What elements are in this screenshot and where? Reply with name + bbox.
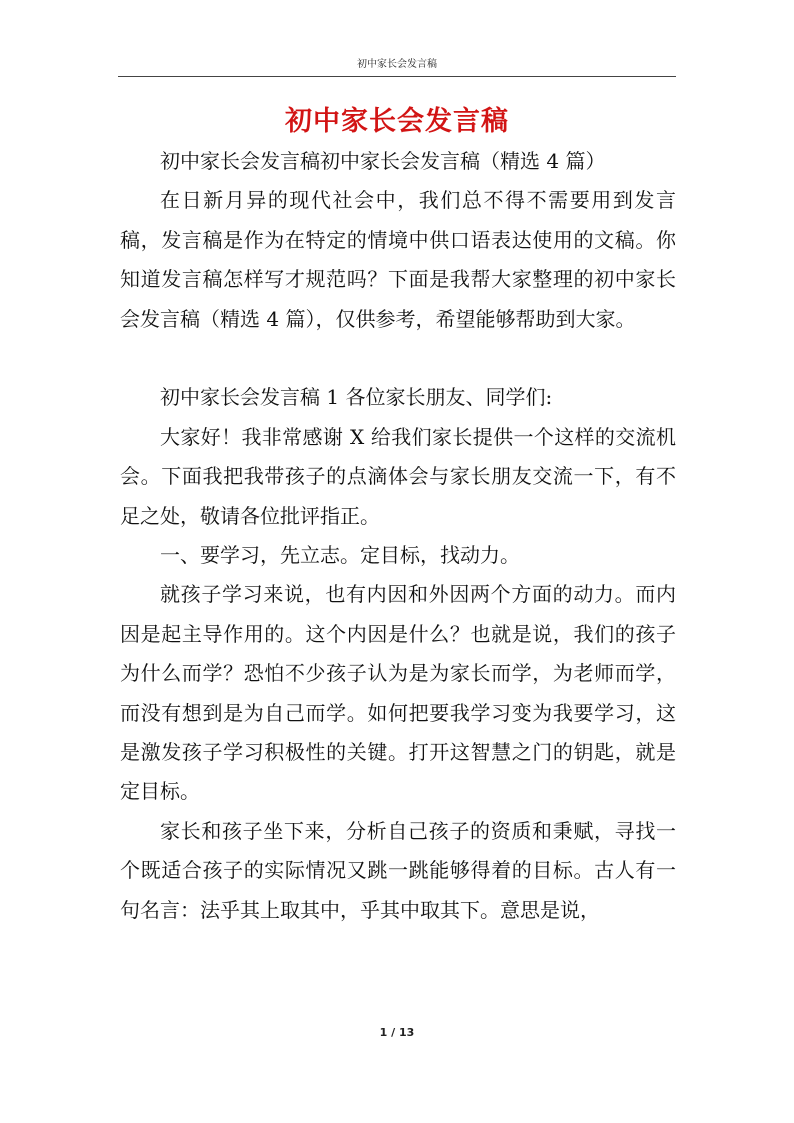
page-number: 1 / 13 [379, 1026, 415, 1039]
paragraph-section-heading: 初中家长会发言稿 1 各位家长朋友、同学们: [160, 385, 553, 410]
paragraph-motivation: 就孩子学习来说，也有内因和外因两个方面的动力。而内因是起主导作用的。这个内因是什么？也就是说，我们的孩子为什么而学？恐怕不少孩子认为是为家长而学，为老师而学，而没有想到是为自己而学。如何把要我学习变为我要学习，这是激发孩子学习积极性的关键。打开这智慧之门的钥匙，就是定目标。 [120, 582, 676, 804]
document-title: 初中家长会发言稿 [285, 106, 509, 137]
paragraph-subtitle: 初中家长会发言稿初中家长会发言稿（精选 4 篇） [160, 149, 606, 173]
paragraph-spacer [120, 339, 676, 378]
document-body [120, 142, 676, 930]
paragraph-greeting: 大家好！我非常感谢 X 给我们家长提供一个这样的交流机会。下面我把我带孩子的点滴体会与家长朋友交流一下，有不足之处，敬请各位批评指正。 [120, 424, 676, 528]
running-header: 初中家长会发言稿 [357, 59, 437, 70]
header-divider [118, 76, 676, 77]
paragraph-intro: 在日新月异的现代社会中，我们总不得不需要用到发言稿，发言稿是作为在特定的情境中供口语表达使用的文稿。你知道发言稿怎样写才规范吗？下面是我帮大家整理的初中家长会发言稿（精选 4 篇），仅供参考，希望能够帮助到大家。 [120, 188, 676, 331]
paragraph-goal: 家长和孩子坐下来，分析自己孩子的资质和秉赋，寻找一个既适合孩子的实际情况又跳一跳能够得着的目标。古人有一句名言：法乎其上取其中，乎其中取其下。意思是说， [120, 818, 676, 922]
paragraph-point-one: 一、要学习，先立志。定目标，找动力。 [160, 543, 520, 568]
